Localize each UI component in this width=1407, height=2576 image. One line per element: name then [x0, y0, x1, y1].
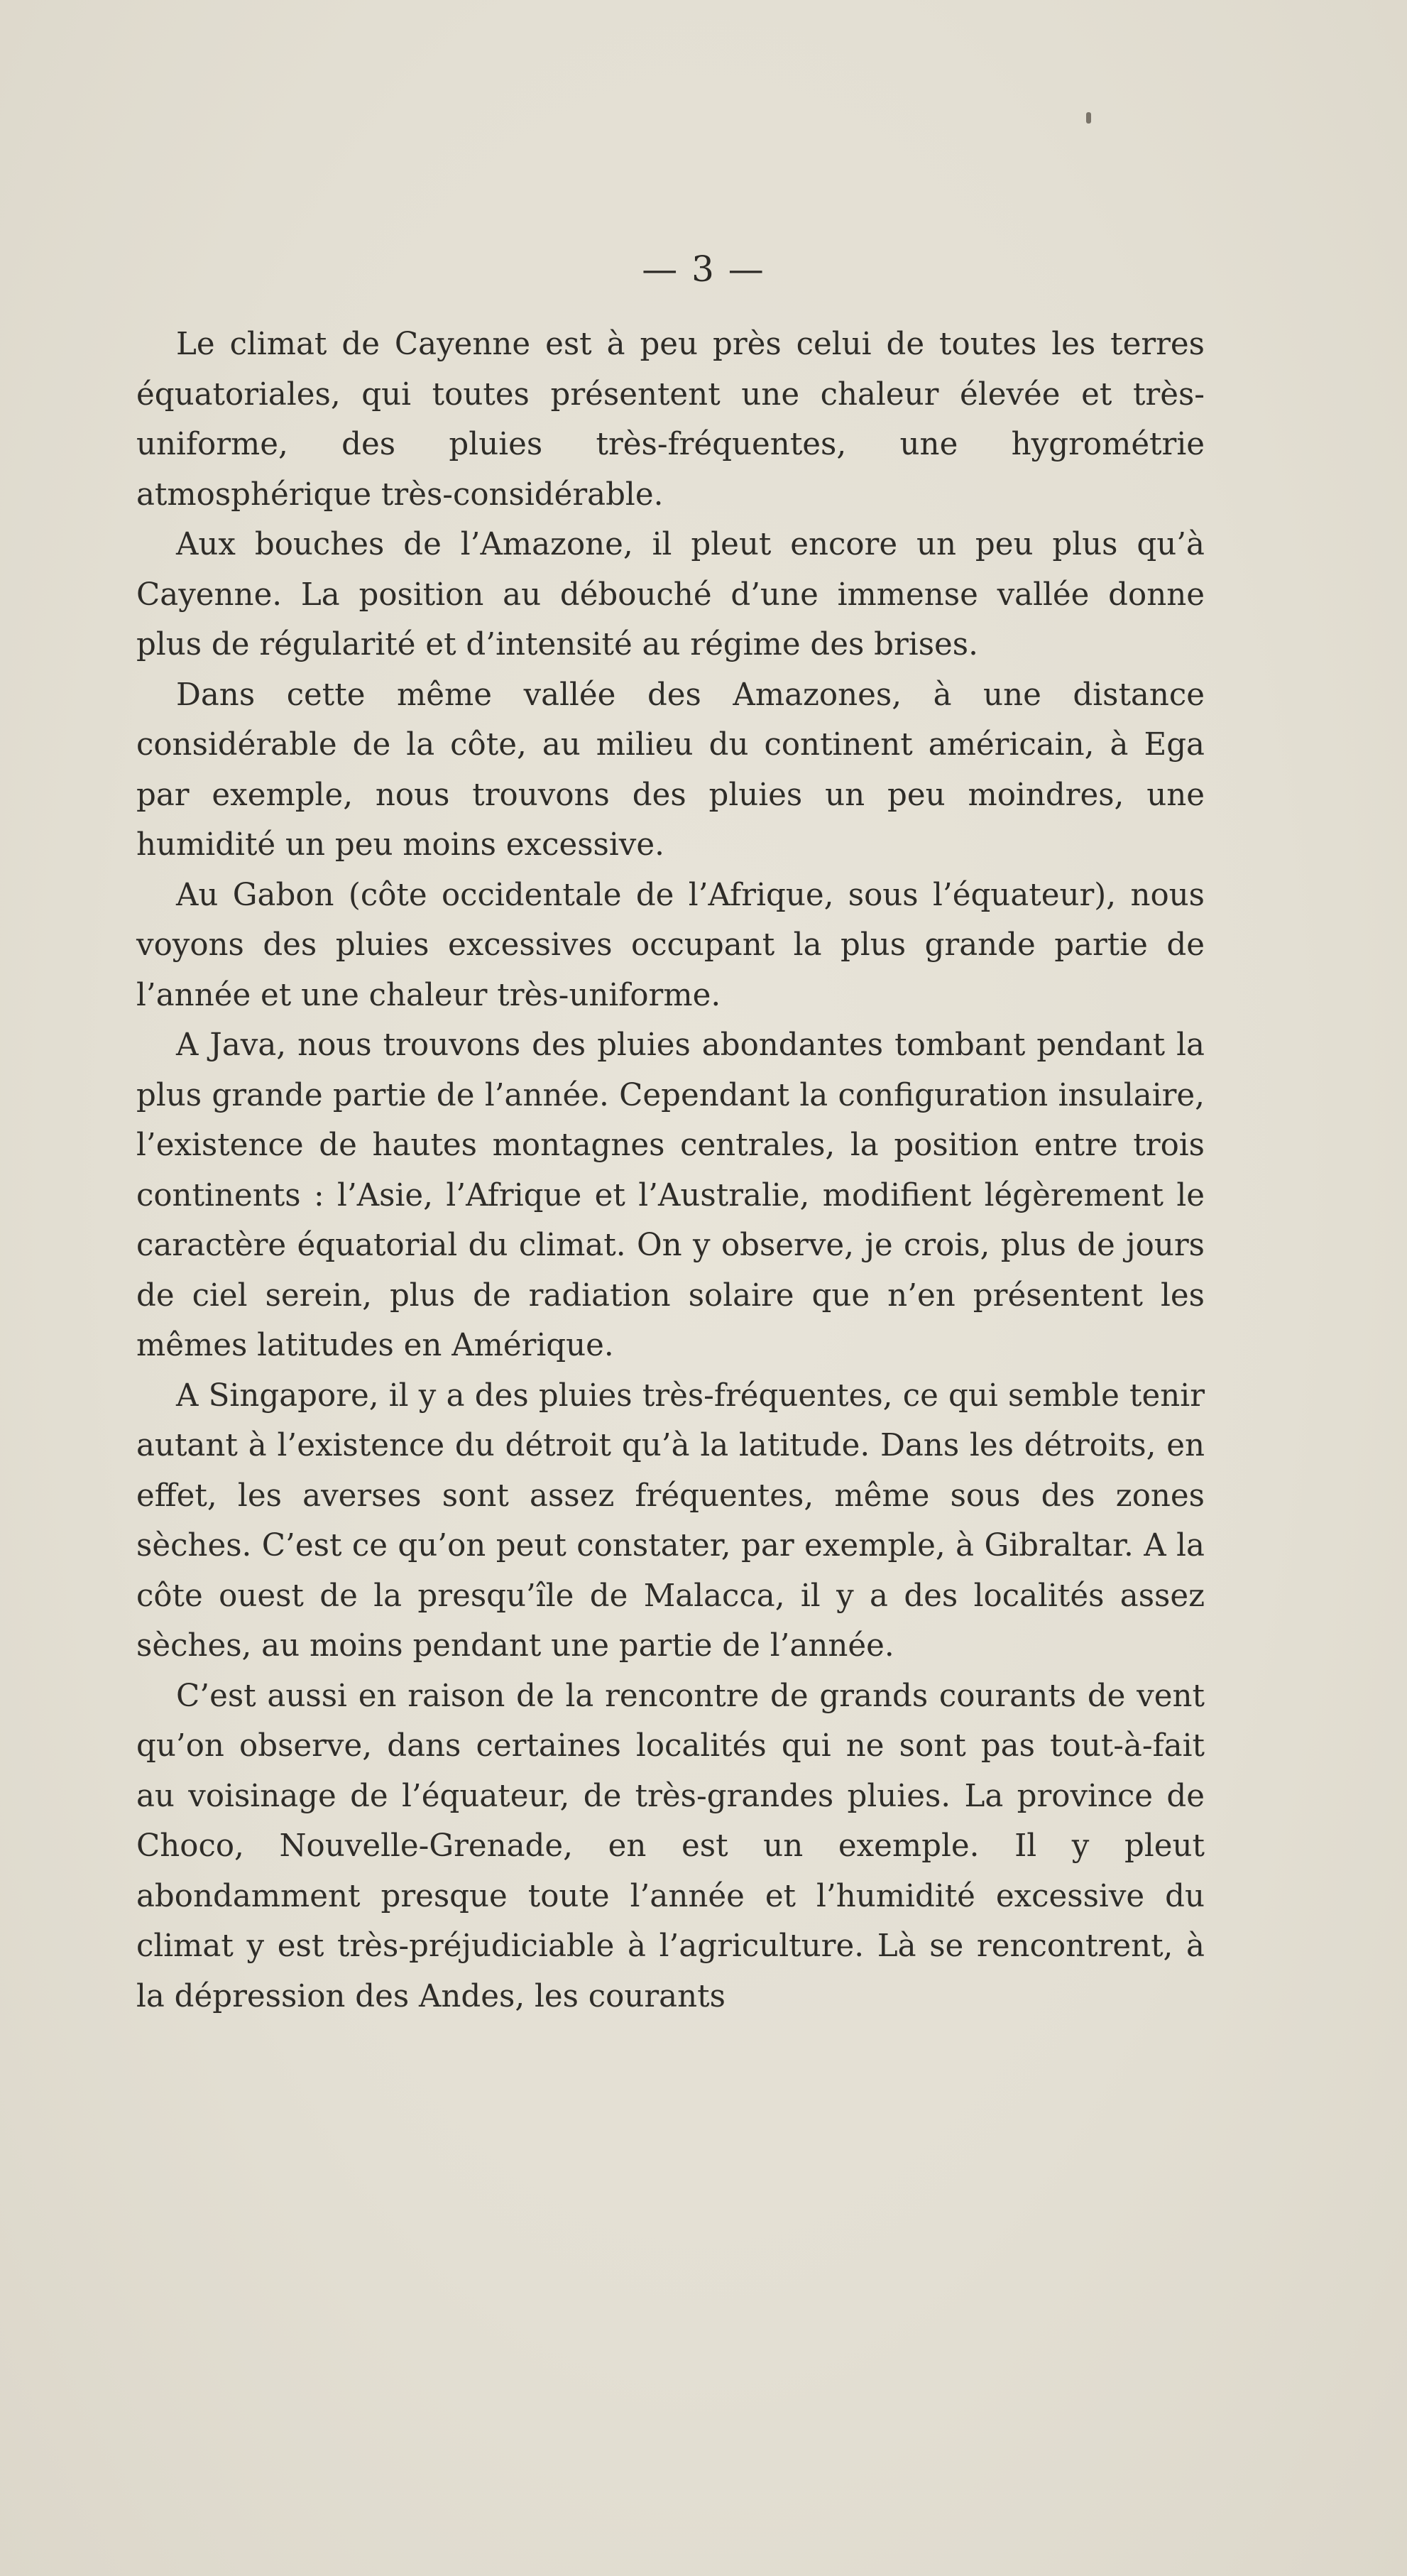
paragraph-amazone: Aux bouches de l’Amazone, il pleut encore un peu plus qu’à Cayenne. La position au débouché d’une immense vallée donne plus de régularité et d’intensité au régime des brises. — [136, 527, 1205, 662]
paragraph-gabon: Au Gabon (côte occidentale de l’Afrique, sous l’équateur), nous voyons des pluies excessives occupant la plus grande partie de l’année et une chaleur très-uniforme. — [136, 877, 1205, 1013]
paragraph-amazones-vallee: Dans cette même vallée des Amazones, à une distance considérable de la côte, au milieu du continent américain, à Ega par exemple, nous trouvons des pluies un peu moindres, une humidité un peu moins excessive. — [136, 677, 1205, 863]
ink-speck — [1086, 112, 1091, 124]
paragraph-cayenne: Le climat de Cayenne est à peu près celui de toutes les terres équatoriales, qui toutes présentent une chaleur élevée et très-uniforme, des pluies très-fréquentes, une hygrométrie atmosphérique très-considérable. — [136, 327, 1205, 513]
page-number: — 3 — — [642, 249, 765, 290]
paragraph-singapore: A Singapore, il y a des pluies très-fréquentes, ce qui semble tenir autant à l’existence du détroit qu’à la latitude. Dans les détroits, en effet, les averses sont assez fréquentes, même sous des zones sèches. C’est ce qu’on peut constater, par exemple, à Gibraltar. A la côte ouest de la presqu’île de Malacca, il y a des localités assez sèches, au moins pendant une partie de l’année. — [136, 1377, 1205, 1664]
paragraph-choco: C’est aussi en raison de la rencontre de grands courants de vent qu’on observe, dans certaines localités qui ne sont pas tout-à-fait au voisinage de l’équateur, de très-grandes pluies. La province de Choco, Nouvelle-Grenade, en est un exemple. Il y pleut abondamment presque toute l’année et l’humidité excessive du climat y est très-préjudiciable à l’agriculture. Là se rencontrent, à la dépression des Andes, les courants — [136, 1678, 1205, 2014]
body-text — [136, 320, 1205, 2021]
paragraph-java: A Java, nous trouvons des pluies abondantes tombant pendant la plus grande partie de l’année. Cependant la configuration insulaire, l’existence de hautes montagnes centrales, la position entre trois continents : l’Asie, l’Afrique et l’Australie, modifient légèrement le caractère équatorial du climat. On y observe, je crois, plus de jours de ciel serein, plus de radiation solaire que n’en présentent les mêmes latitudes en Amérique. — [136, 1027, 1205, 1363]
